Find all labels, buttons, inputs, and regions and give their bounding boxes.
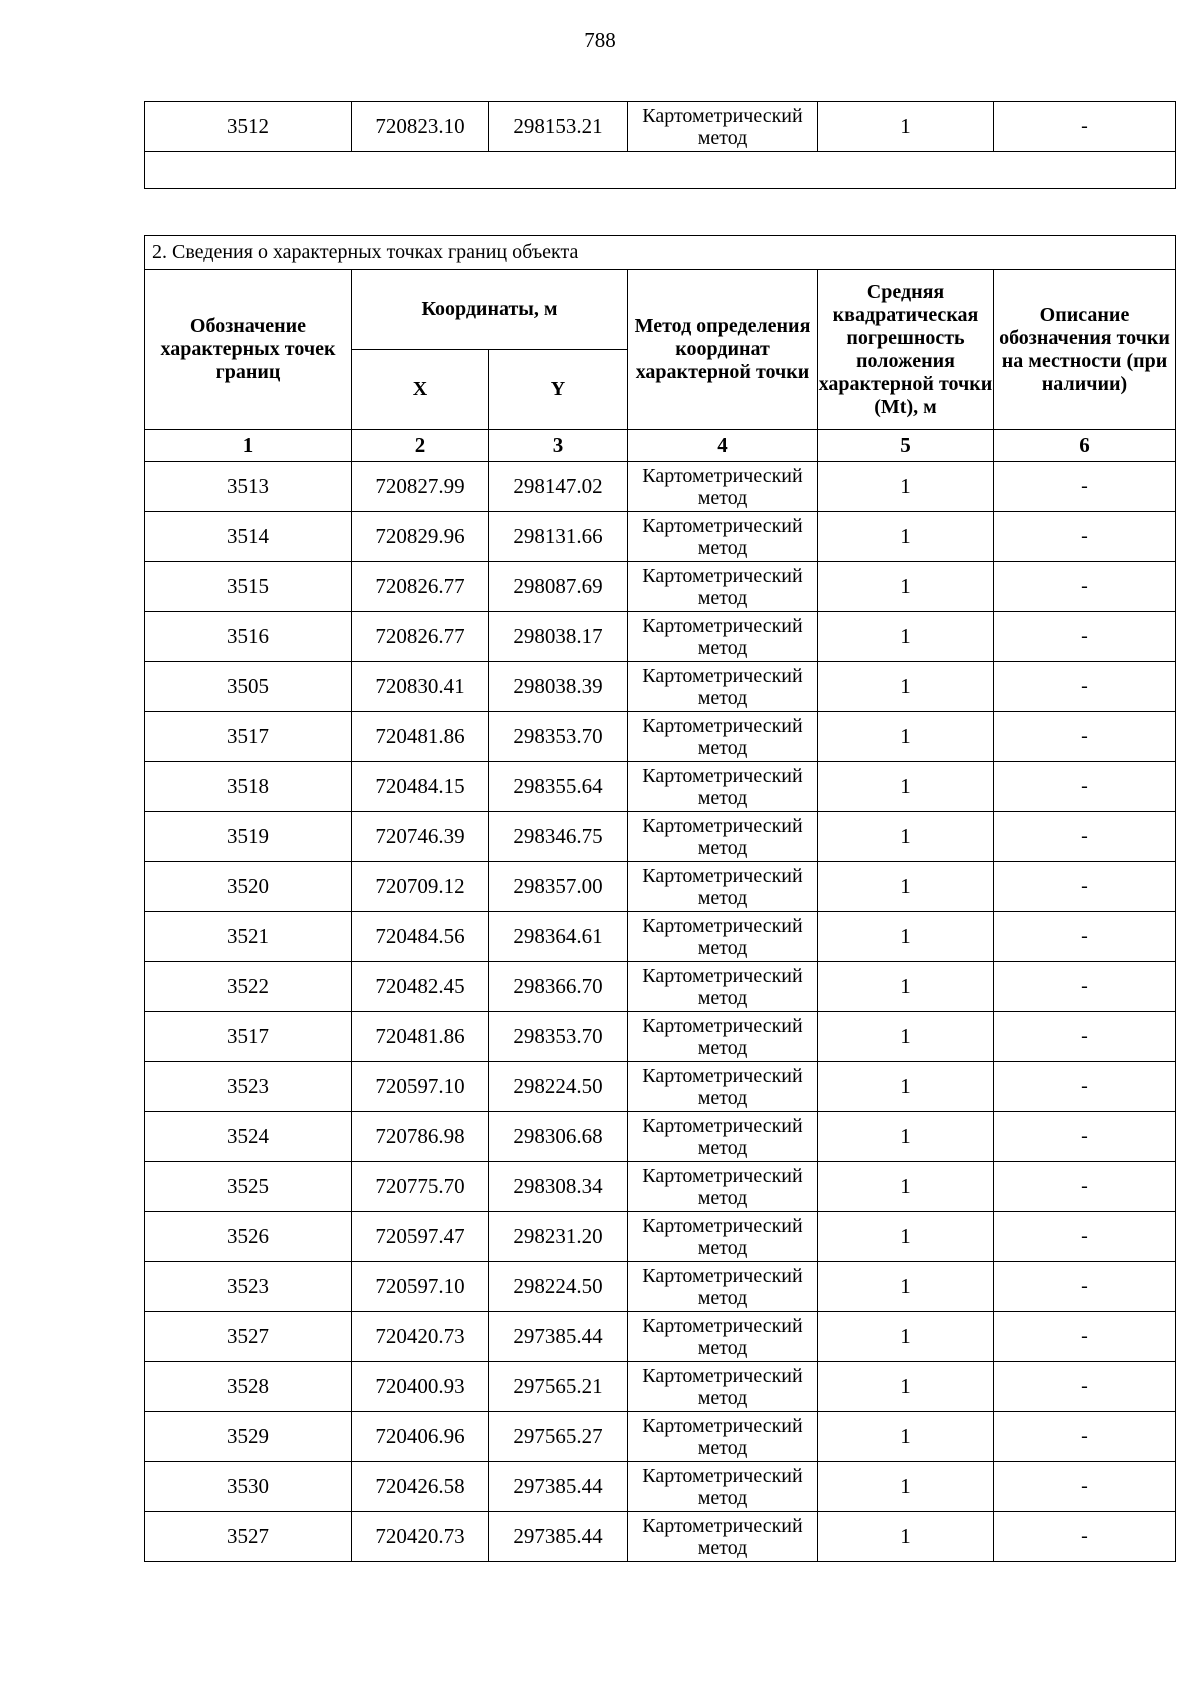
table-row [145,562,1176,612]
x-cell: 720426.58 [352,1462,489,1512]
x-cell: 720420.73 [352,1512,489,1562]
empty-cell [145,152,1176,189]
mt-cell: 1 [818,862,994,912]
method-cell: Картометрический метод [628,712,818,762]
y-cell: 298355.64 [489,762,628,812]
mt-cell: 1 [818,1112,994,1162]
mt-cell: 1 [818,1212,994,1262]
point-cell: 3516 [145,612,352,662]
desc-cell: - [994,912,1176,962]
x-cell: 720786.98 [352,1112,489,1162]
point-cell: 3505 [145,662,352,712]
y-cell: 298131.66 [489,512,628,562]
x-cell: 720597.10 [352,1262,489,1312]
table-row [145,1362,1176,1412]
x-cell: 720597.10 [352,1062,489,1112]
x-cell: 720775.70 [352,1162,489,1212]
mt-cell: 1 [818,1012,994,1062]
table-row [145,612,1176,662]
table-row [145,1412,1176,1462]
mt-cell: 1 [818,1312,994,1362]
table-row [145,1062,1176,1112]
table-row [145,1262,1176,1312]
desc-cell: - [994,862,1176,912]
table-row [145,812,1176,862]
col-number: 3 [489,430,628,462]
method-cell: Картометрический метод [628,1412,818,1462]
table-body [145,462,1176,1562]
desc-cell: - [994,962,1176,1012]
point-cell: 3527 [145,1312,352,1362]
table-row [145,1312,1176,1362]
point-cell: 3518 [145,762,352,812]
x-cell: 720829.96 [352,512,489,562]
table-row [145,1512,1176,1562]
point-cell: 3523 [145,1062,352,1112]
x-cell: 720827.99 [352,462,489,512]
table-row [145,1112,1176,1162]
header-y: Y [489,350,628,430]
y-cell: 298224.50 [489,1262,628,1312]
point-cell: 3517 [145,1012,352,1062]
mt-cell: 1 [818,1262,994,1312]
method-cell: Картометрический метод [628,562,818,612]
mt-cell: 1 [818,1162,994,1212]
method-cell: Картометрический метод [628,612,818,662]
table-row [145,512,1176,562]
mt-cell: 1 [818,912,994,962]
desc-cell: - [994,1062,1176,1112]
point-cell: 3529 [145,1412,352,1462]
point-cell: 3512 [145,102,352,152]
method-cell: Картометрический метод [628,1162,818,1212]
x-cell: 720481.86 [352,712,489,762]
x-cell: 720597.47 [352,1212,489,1262]
mt-cell: 1 [818,712,994,762]
point-cell: 3525 [145,1162,352,1212]
point-cell: 3519 [145,812,352,862]
y-cell: 297385.44 [489,1462,628,1512]
header-point: Обозначение характерных точек границ [145,270,352,430]
desc-cell: - [994,1512,1176,1562]
x-cell: 720823.10 [352,102,489,152]
method-cell: Картометрический метод [628,1212,818,1262]
mt-cell: 1 [818,1412,994,1462]
header-mt: Средняя квадратическая погрешность положения характерной точки (Mt), м [818,270,994,430]
mt-cell: 1 [818,562,994,612]
method-cell: Картометрический метод [628,1112,818,1162]
mt-cell: 1 [818,662,994,712]
mt-cell: 1 [818,1462,994,1512]
y-cell: 298153.21 [489,102,628,152]
desc-cell: - [994,562,1176,612]
y-cell: 298038.17 [489,612,628,662]
method-cell: Картометрический метод [628,862,818,912]
desc-cell: - [994,512,1176,562]
point-cell: 3514 [145,512,352,562]
method-cell: Картометрический метод [628,662,818,712]
y-cell: 297565.27 [489,1412,628,1462]
y-cell: 298357.00 [489,862,628,912]
table-row [145,712,1176,762]
y-cell: 298353.70 [489,1012,628,1062]
y-cell: 298366.70 [489,962,628,1012]
method-cell: Картометрический метод [628,912,818,962]
point-cell: 3520 [145,862,352,912]
mt-cell: 1 [818,1062,994,1112]
method-cell: Картометрический метод [628,462,818,512]
col-number: 2 [352,430,489,462]
table-row [145,662,1176,712]
y-cell: 298224.50 [489,1062,628,1112]
table-row [145,962,1176,1012]
table-row [145,462,1176,512]
desc-cell: - [994,462,1176,512]
desc-cell: - [994,812,1176,862]
method-cell: Картометрический метод [628,762,818,812]
x-cell: 720746.39 [352,812,489,862]
table-row [145,1012,1176,1062]
mt-cell: 1 [818,512,994,562]
y-cell: 297565.21 [489,1362,628,1412]
desc-cell: - [994,1212,1176,1262]
y-cell: 298308.34 [489,1162,628,1212]
method-cell: Картометрический метод [628,1062,818,1112]
mt-cell: 1 [818,1512,994,1562]
y-cell: 298038.39 [489,662,628,712]
point-cell: 3523 [145,1262,352,1312]
page-number: 788 [584,28,616,52]
desc-cell: - [994,1112,1176,1162]
point-cell: 3515 [145,562,352,612]
boundary-points-table [144,235,1176,1562]
y-cell: 298231.20 [489,1212,628,1262]
method-cell: Картометрический метод [628,512,818,562]
method-cell: Картометрический метод [628,812,818,862]
method-cell: Картометрический метод [628,1362,818,1412]
desc-cell: - [994,1462,1176,1512]
point-cell: 3521 [145,912,352,962]
header-method: Метод определения координат характерной точки [628,270,818,430]
mt-cell: 1 [818,462,994,512]
table-row [145,862,1176,912]
y-cell: 298087.69 [489,562,628,612]
section-title: 2. Сведения о характерных точках границ объекта [145,236,1176,270]
y-cell: 298364.61 [489,912,628,962]
x-cell: 720830.41 [352,662,489,712]
point-cell: 3530 [145,1462,352,1512]
method-cell: Картометрический метод [628,1262,818,1312]
desc-cell: - [994,102,1176,152]
x-cell: 720484.15 [352,762,489,812]
x-cell: 720406.96 [352,1412,489,1462]
mt-cell: 1 [818,812,994,862]
point-cell: 3524 [145,1112,352,1162]
point-cell: 3522 [145,962,352,1012]
method-cell: Картометрический метод [628,102,818,152]
col-number: 6 [994,430,1176,462]
point-cell: 3517 [145,712,352,762]
desc-cell: - [994,1412,1176,1462]
y-cell: 298353.70 [489,712,628,762]
desc-cell: - [994,1262,1176,1312]
empty-row [145,152,1176,189]
mt-cell: 1 [818,762,994,812]
table-row [145,102,1176,152]
col-number: 4 [628,430,818,462]
header-desc: Описание обозначения точки на местности (при наличии) [994,270,1176,430]
x-cell: 720826.77 [352,562,489,612]
table-row [145,762,1176,812]
mt-cell: 1 [818,612,994,662]
x-cell: 720481.86 [352,1012,489,1062]
y-cell: 298346.75 [489,812,628,862]
y-cell: 298306.68 [489,1112,628,1162]
desc-cell: - [994,762,1176,812]
continuation-table [144,101,1176,189]
point-cell: 3528 [145,1362,352,1412]
mt-cell: 1 [818,102,994,152]
mt-cell: 1 [818,962,994,1012]
table-row [145,1212,1176,1262]
point-cell: 3513 [145,462,352,512]
desc-cell: - [994,612,1176,662]
table-row [145,912,1176,962]
method-cell: Картометрический метод [628,1012,818,1062]
x-cell: 720482.45 [352,962,489,1012]
y-cell: 297385.44 [489,1512,628,1562]
method-cell: Картометрический метод [628,1312,818,1362]
desc-cell: - [994,1162,1176,1212]
x-cell: 720400.93 [352,1362,489,1412]
col-number: 5 [818,430,994,462]
y-cell: 298147.02 [489,462,628,512]
desc-cell: - [994,1012,1176,1062]
mt-cell: 1 [818,1362,994,1412]
x-cell: 720826.77 [352,612,489,662]
x-cell: 720420.73 [352,1312,489,1362]
method-cell: Картометрический метод [628,962,818,1012]
y-cell: 297385.44 [489,1312,628,1362]
desc-cell: - [994,1362,1176,1412]
desc-cell: - [994,662,1176,712]
x-cell: 720484.56 [352,912,489,962]
table-row [145,1462,1176,1512]
method-cell: Картометрический метод [628,1512,818,1562]
point-cell: 3527 [145,1512,352,1562]
desc-cell: - [994,1312,1176,1362]
column-numbers-row [145,430,1176,462]
col-number: 1 [145,430,352,462]
desc-cell: - [994,712,1176,762]
header-x: X [352,350,489,430]
method-cell: Картометрический метод [628,1462,818,1512]
header-coords: Координаты, м [352,270,628,350]
point-cell: 3526 [145,1212,352,1262]
x-cell: 720709.12 [352,862,489,912]
table-row [145,1162,1176,1212]
